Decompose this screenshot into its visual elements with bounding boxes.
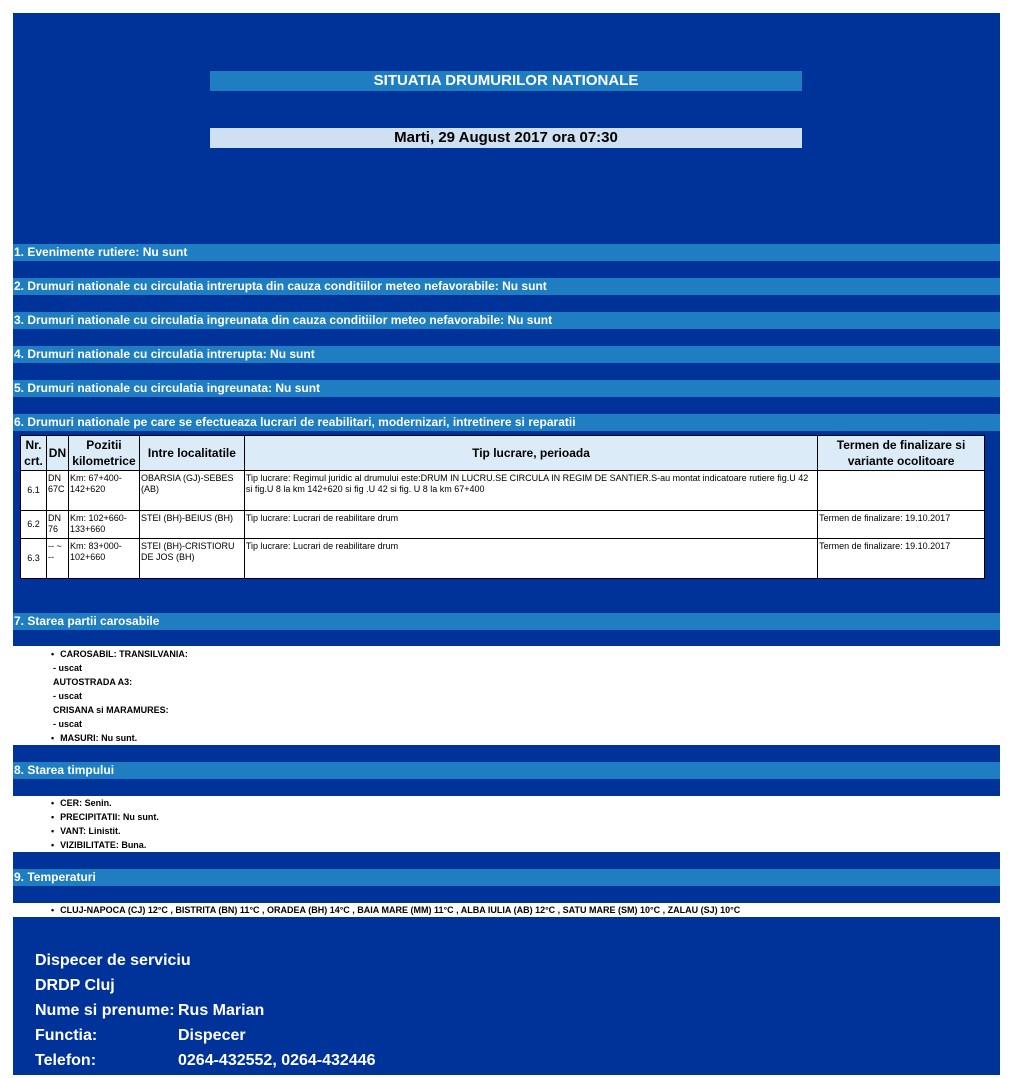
footer-block [13,917,1000,1075]
section-6-heading: 6. Drumuri nationale pe care se efectueaza lucrari de reabilitari, modernizari, intretinere si reparatii [13,414,1000,431]
header-localities: Intre localitatile [139,436,244,471]
footer-function-value: Dispecer [178,1027,246,1044]
road-state-list [13,647,1000,745]
works-table [20,435,985,579]
list-item: • VANT: Linistit. [13,824,1000,838]
cell-work-type: Tip lucrare: Lucrari de reabilitare drum [244,539,817,579]
section-2-heading: 2. Drumuri nationale cu circulatia intrerupta din cauza conditiilor meteo nefavorabile: Nu sunt [13,278,1000,295]
cell-nr: 6.2 [21,511,47,539]
footer-function-label: Functia: [35,1027,98,1044]
cell-localities: STEI (BH)-BEIUS (BH) [139,511,244,539]
cell-localities: OBARSIA (GJ)-SEBES (AB) [139,471,244,511]
cell-km: Km: 67+400-142+620 [68,471,139,511]
section-4-heading: 4. Drumuri nationale cu circulatia intrerupta: Nu sunt [13,346,1000,363]
list-item: • PRECIPITATII: Nu sunt. [13,810,1000,824]
footer-organization: DRDP Cluj [35,977,115,994]
header-work-type: Tip lucrare, perioada [244,436,817,471]
list-item: - uscat [53,663,83,673]
header-deadline: Termen de finalizare si variante ocolitoare [818,436,985,471]
footer-phone-label: Telefon: [35,1052,97,1069]
cell-km: Km: 83+000-102+660 [68,539,139,579]
list-item: - uscat [53,691,83,701]
footer-name-value: Rus Marian [178,1002,265,1019]
cell-dn: DN 67C [46,471,68,511]
section-8-heading: 8. Starea timpului [13,762,1000,779]
list-item: • CLUJ-NAPOCA (CJ) 12°C , BISTRITA (BN) 11°C , ORADEA (BH) 14°C , BAIA MARE (MM) 11°C , ALBA IULIA (AB) 12°C , SATU MARE (SM) 10°C , ZALAU (SJ) 10°C [13,903,1000,917]
cell-deadline [818,471,985,511]
cell-km: Km: 102+660-133+660 [68,511,139,539]
cell-dn: DN 76 [46,511,68,539]
footer-name-label: Nume si prenume: [35,1002,175,1019]
header-km: Pozitii kilometrice [68,436,139,471]
cell-work-type: Tip lucrare: Lucrari de reabilitare drum [244,511,817,539]
section-1-heading: 1. Evenimente rutiere: Nu sunt [13,244,1000,261]
table-row [21,471,985,511]
header-nr: Nr. crt. [21,436,47,471]
cell-nr: 6.1 [21,471,47,511]
works-table-header-row [21,436,985,471]
list-item: CRISANA si MARAMURES: [53,705,169,715]
cell-localities: STEI (BH)-CRISTIORU DE JOS (BH) [139,539,244,579]
list-item: • VIZIBILITATE: Buna. [13,838,1000,852]
cell-deadline: Termen de finalizare: 19.10.2017 [818,539,985,579]
section-5-heading: 5. Drumuri nationale cu circulatia ingreunata: Nu sunt [13,380,1000,397]
list-item: - uscat [53,719,83,729]
list-item: • CER: Senin. [13,796,1000,810]
cell-nr: 6.3 [21,539,47,579]
section-8-block [13,745,1000,796]
temperature-list [13,903,1000,917]
header-dn: DN [46,436,68,471]
page-title: SITUATIA DRUMURILOR NATIONALE [210,71,802,91]
list-item: • MASURI: Nu sunt. [13,731,1000,745]
report-date: Marti, 29 August 2017 ora 07:30 [210,128,802,148]
section-9-heading: 9. Temperaturi [13,869,1000,886]
table-row [21,511,985,539]
section-7-heading: 7. Starea partii carosabile [13,613,1000,630]
table-row [21,539,985,579]
cell-work-type: Tip lucrare: Regimul juridic al drumului este:DRUM IN LUCRU.SE CIRCULA IN REGIM DE SANTIER.S-au montat indicatoare rutiere fig.U 42 si fig.U 8 la km 142+620 si fig .U 42 si fig. U 8 la km 67+400 [244,471,817,511]
cell-dn: -- ~ -- [46,539,68,579]
section-3-heading: 3. Drumuri nationale cu circulatia ingreunata din cauza conditiilor meteo nefavorabile: Nu sunt [13,312,1000,329]
footer-phone-value: 0264-432552, 0264-432446 [178,1052,376,1069]
list-item: AUTOSTRADA A3: [53,677,133,687]
cell-deadline: Termen de finalizare: 19.10.2017 [818,511,985,539]
weather-list [13,796,1000,852]
footer-dispatcher-label: Dispecer de serviciu [35,952,191,969]
list-item: • CAROSABIL: TRANSILVANIA: [13,647,1000,661]
section-9-block [13,852,1000,903]
